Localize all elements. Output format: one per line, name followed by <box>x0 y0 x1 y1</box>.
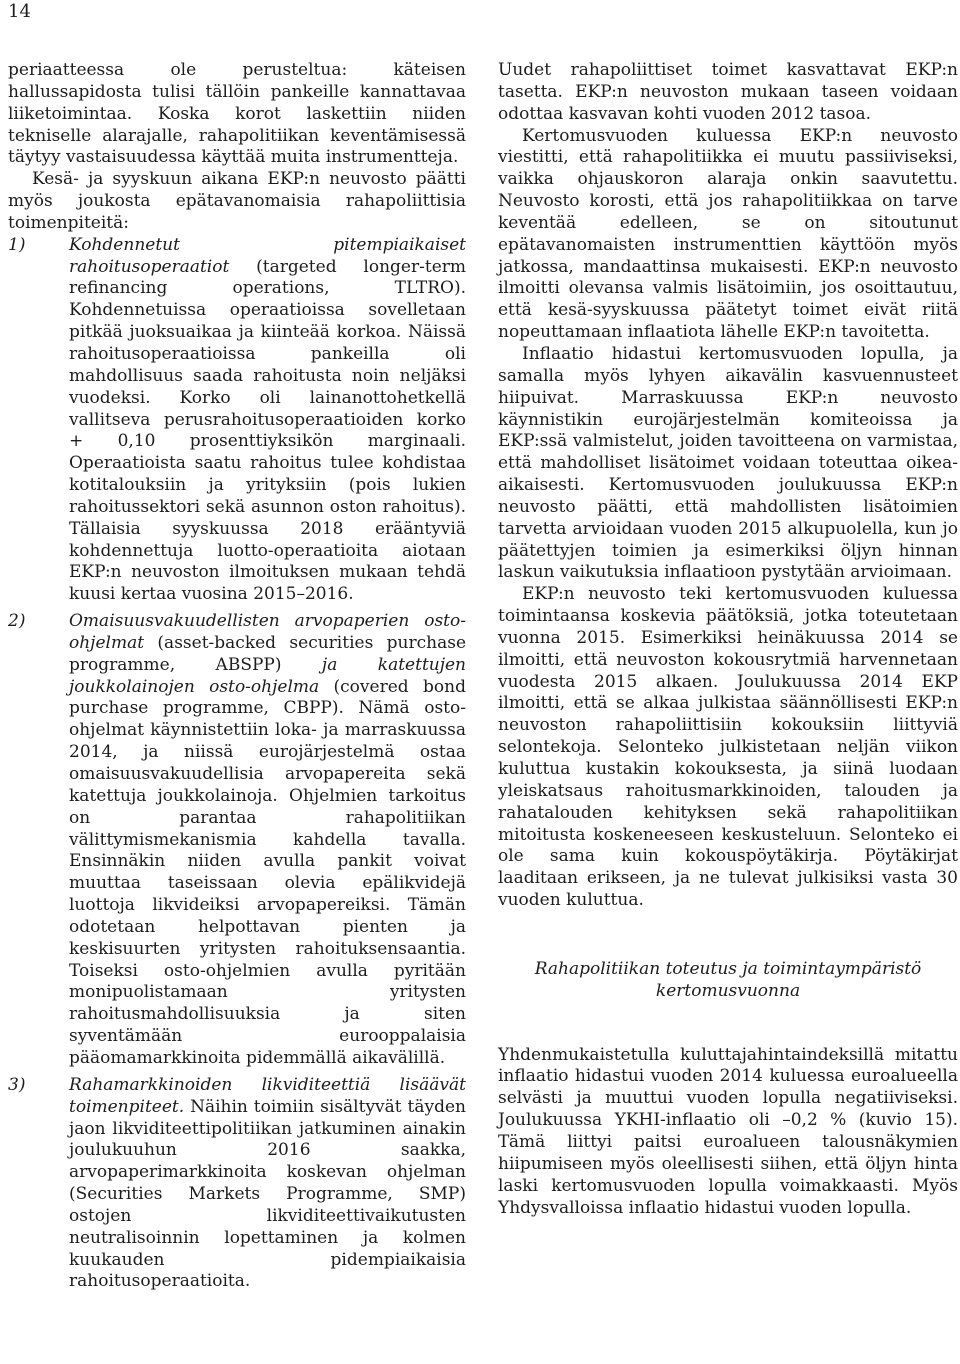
list-item-text: (asset-backed securities purchase programme, ABSPP) <box>69 632 466 675</box>
list-marker: 3) <box>8 1074 26 1095</box>
list-item-title: Omaisuusvakuudellisten arvopaperien osto-ohjelmat <box>69 611 466 653</box>
paragraph: EKP:n neuvosto teki kertomusvuoden kuluessa toimintaansa koskevia päätöksiä, jotka toteutetaan vuonna 2015. Esimerkiksi heinäkuussa 2014 se ilmoitti, että neuvoston kokousrytmiä harvennetaan vuodesta 2015 alkaen. Joulukuussa 2014 EKP ilmoitti, että se alkaa julkistaa säännöllisesti EKP:n neuvoston rahapoliittisiin kokouksiin liittyviä selontekoja. Selonteko julkistetaan neljän viikon kuluttua kustakin kokouksesta, ja siinä luodaan yleiskatsaus rahoitusmarkkinoiden, talouden ja rahatalouden kehityksen sekä rahapolitiikan mitoitusta koskeneeseen keskusteluun. Selonteko ei ole sama kuin kokouspöytäkirja. Pöytäkirjat laaditaan erikseen, ja ne tulevat julkisiksi vasta 30 vuoden kuluttua. <box>498 584 958 911</box>
paragraph: Kesä- ja syyskuun aikana EKP:n neuvosto päätti myös joukosta epätavanomaisia rahapoliittisia toimenpiteitä: <box>8 169 466 233</box>
list-item-text: Näihin toimiin sisältyvät täyden jaon likviditeettipolitiikan jatkuminen ainakin joulukuuhun 2016 saakka, arvopaperimarkkinoita koskevan ohjelman (Securities Markets Programme, SMP) ostojen likviditeettivaikutusten neutralisoinnin lopettaminen ja kolmen kuukauden pidempiaikaisia rahoitusoperaatioita. <box>69 1096 467 1292</box>
list-item-title: Rahamarkkinoiden likviditeettiä lisäävät toimenpiteet. <box>69 1074 466 1117</box>
paragraph: periaatteessa ole perusteltua: käteisen hallussapidosta tulisi tällöin pankeille kannattavaa liiketoimintaa. Koska korot laskettiin niiden tekniselle alarajalle, rahapolitiikan keventämisessä täytyy vastaisuudessa käyttää muita instrumentteja. <box>8 60 466 168</box>
list-item-title: Kohdennetut pitempiaikaiset rahoitusoperaatiot <box>69 234 466 277</box>
list-marker: 1) <box>8 234 26 255</box>
list-item <box>8 235 466 606</box>
paragraph: Uudet rahapoliittiset toimet kasvattavat EKP:n tasetta. EKP:n neuvoston mukaan taseen voidaan odottaa kasvavan kohti vuoden 2012 tasoa. <box>498 60 958 124</box>
list-item-text: (targeted longer-term refinancing operations, TLTRO). Kohdennetuissa operaatioissa sovelletaan pitkää juoksuaikaa ja kiinteää korkoa. Näissä rahoitusoperaatioissa pankeilla oli mahdollisuus saada rahoitusta noin neljäksi vuodeksi. Korko oli lainanottohetkellä vallitseva perusrahoitusoperaatioiden korko + 0,10 prosenttiyksikön marginaali. Operaatioista saatu rahoitus tulee kohdistaa kotitalouksiin ja yrityksiin (pois lukien rahoitussektori sekä asunnon oston rahoitus). Tällaisia syyskuussa 2018 erääntyviä kohdennettuja luotto-operaatioita aiotaan EKP:n neuvoston ilmoituksen mukaan tehdä kuusi kertaa vuosina 2015–2016. <box>69 256 466 605</box>
paragraph: Kertomusvuoden kuluessa EKP:n neuvosto viestitti, että rahapolitiikka ei muutu passiiviseksi, vaikka ohjauskoron alaraja onkin saavutettu. Neuvosto korosti, että jos rahapolitiikkaa on tarve keventää edelleen, se on sitoutunut epätavanomaisten instrumenttien käyttöön myös jatkossa, mandaattinsa mukaisesti. EKP:n neuvosto ilmoitti olevansa valmis lisätoimiin, jos osoittautuu, että kesä-syyskuussa päätetyt toimet eivät riitä nopeuttamaan inflaatiota lähelle EKP:n tavoitetta. <box>498 125 958 343</box>
list-item-title: ja katettujen joukkolainojen osto-ohjelma <box>69 654 466 697</box>
list-item <box>8 611 466 1070</box>
right-column <box>498 60 958 1219</box>
left-column <box>8 60 466 1293</box>
page-number: 14 <box>8 1 31 22</box>
list-marker: 2) <box>8 611 26 632</box>
list-item <box>8 1075 466 1293</box>
section-heading: Rahapolitiikan toteutus ja toimintaympäristö kertomusvuonna <box>534 958 922 1001</box>
paragraph: Inflaatio hidastui kertomusvuoden lopulla, ja samalla myös lyhyen aikavälin kasvuennusteet hiipuivat. Marraskuussa EKP:n neuvosto käynnistikin eurojärjestelmän komiteoissa ja EKP:ssä valmistelut, joiden tavoitteena on varmistaa, että mahdolliset lisätoimet voidaan toteuttaa oikea-aikaisesti. Kertomusvuoden joulukuussa EKP:n neuvosto päätti, että mahdollisten lisätoimien tarvetta arvioidaan vuoden 2015 alkupuolella, kun jo päätettyjen toimien ja esimerkiksi öljyn hinnan laskun vaikutuksia inflaatioon pystytään arvioimaan. <box>498 343 958 583</box>
list-item-text: (covered bond purchase programme, CBPP). Nämä osto-ohjelmat käynnistettiin loka- ja marraskuussa 2014, ja niissä eurojärjestelmä ostaa omaisuusvakuudellisia arvopapereita sekä katettuja joukkolainoja. Ohjelmien tarkoitus on parantaa rahapolitiikan välittymismekanismia kahdella tavalla. Ensinnäkin niiden avulla pankit voivat muuttaa taseissaan olevia epälikvidejä luottoja likvideiksi arvopapereiksi. Tämän odotetaan helpottavan pienten ja keskisuurten yritysten rahoituksensaantia. Toiseksi osto-ohjelmien avulla pyritään monipuolistamaan yritysten rahoitusmahdollisuuksia ja siten syventämään eurooppalaisia pääomamarkkinoita pidemmällä aikavälillä. <box>69 676 466 1068</box>
paragraph: Yhdenmukaistetulla kuluttajahintaindeksillä mitattu inflaatio hidastui vuoden 2014 kuluessa euroalueella selvästi ja muuttui vuoden lopulla negatiiviseksi. Joulukuussa YKHI-inflaatio oli –0,2 % (kuvio 15). Tämä liittyi paitsi euroalueen talousnäkymien hiipumiseen myös oleellisesti siihen, että öljyn hinta laski kertomusvuoden lopulla voimakkaasti. Myös Yhdysvalloissa inflaatio hidastui vuoden lopulla. <box>498 1044 958 1218</box>
